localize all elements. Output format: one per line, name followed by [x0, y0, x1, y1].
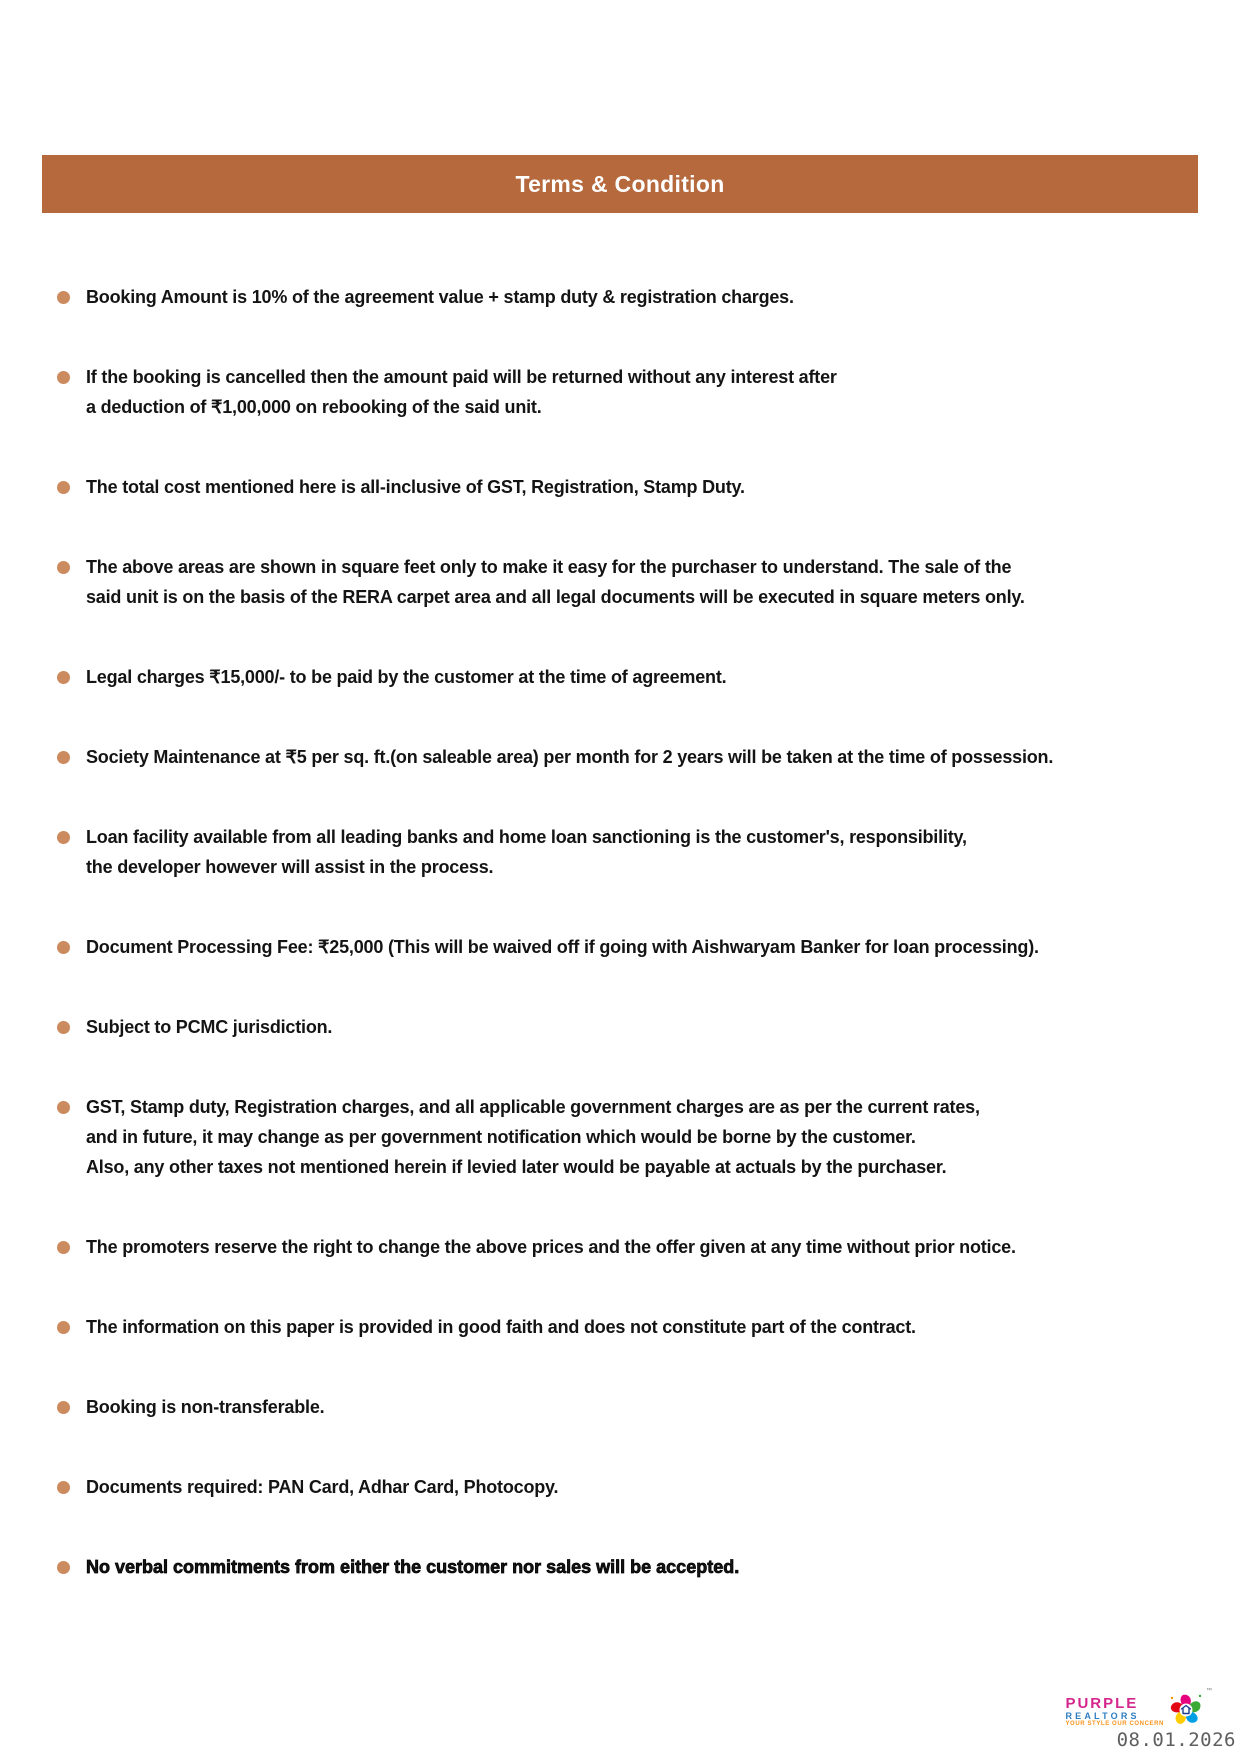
- term-item: [57, 662, 1197, 692]
- term-text: [86, 282, 794, 312]
- bullet-dot-icon: [57, 561, 70, 574]
- term-text-line: Document Processing Fee: ₹25,000 (This will be waived off if going with Aishwaryam Banker for loan processing).: [86, 937, 1039, 957]
- bullet-dot-icon: [57, 1321, 70, 1334]
- term-item: [57, 1312, 1197, 1342]
- page-title: Terms & Condition: [515, 170, 725, 197]
- term-text: [86, 1552, 739, 1582]
- term-item: [57, 282, 1197, 312]
- term-text: [86, 932, 1039, 962]
- trademark-symbol: ™: [1206, 1688, 1212, 1694]
- bullet-dot-icon: [57, 481, 70, 494]
- term-text: [86, 1232, 1016, 1262]
- term-text: [86, 822, 967, 882]
- term-item: [57, 472, 1197, 502]
- term-text-line: Also, any other taxes not mentioned herein if levied later would be payable at actuals by the purchaser.: [86, 1157, 947, 1177]
- bullet-dot-icon: [57, 1481, 70, 1494]
- term-text-line: Booking is non-transferable.: [86, 1397, 325, 1417]
- bullet-dot-icon: [57, 831, 70, 844]
- term-text-line: Documents required: PAN Card, Adhar Card, Photocopy.: [86, 1477, 559, 1497]
- term-text: [86, 472, 745, 502]
- bullet-dot-icon: [57, 1241, 70, 1254]
- term-text: [86, 1012, 332, 1042]
- term-text-line: If the booking is cancelled then the amount paid will be returned without any interest after: [86, 367, 837, 387]
- term-text: [86, 1312, 916, 1342]
- bullet-dot-icon: [57, 941, 70, 954]
- term-item: [57, 1012, 1197, 1042]
- term-text-line: Subject to PCMC jurisdiction.: [86, 1017, 333, 1037]
- term-item: [57, 362, 1197, 422]
- terms-list: [57, 282, 1197, 1632]
- bullet-dot-icon: [57, 1401, 70, 1414]
- pinwheel-star-house-icon: [1166, 1688, 1212, 1730]
- term-text-line: The above areas are shown in square feet only to make it easy for the purchaser to understand. The sale of the: [86, 557, 1012, 577]
- term-item: [57, 742, 1197, 772]
- logo-subname: REALTORS: [1065, 1711, 1140, 1721]
- company-logo: [1065, 1688, 1212, 1730]
- term-text-line: Society Maintenance at ₹5 per sq. ft.(on saleable area) per month for 2 years will be taken at the time of possession.: [86, 747, 1054, 767]
- bullet-dot-icon: [57, 1561, 70, 1574]
- term-item: [57, 932, 1197, 962]
- term-text-line: Legal charges ₹15,000/- to be paid by the customer at the time of agreement.: [86, 667, 727, 687]
- term-item: [57, 1092, 1197, 1182]
- term-text-line: Loan facility available from all leading banks and home loan sanctioning is the customer's, responsibility,: [86, 827, 967, 847]
- bullet-dot-icon: [57, 1101, 70, 1114]
- term-text-line: said unit is on the basis of the RERA carpet area and all legal documents will be executed in square meters only.: [86, 587, 1025, 607]
- term-item: [57, 1232, 1197, 1262]
- section-header-banner: [42, 155, 1198, 213]
- term-text-line: GST, Stamp duty, Registration charges, and all applicable government charges are as per the current rates,: [86, 1097, 980, 1117]
- term-text: [86, 362, 837, 422]
- term-text: [86, 552, 1025, 612]
- term-item: [57, 822, 1197, 882]
- bullet-dot-icon: [57, 1021, 70, 1034]
- bullet-dot-icon: [57, 371, 70, 384]
- logo-tagline: YOUR STYLE OUR CONCERN: [1065, 1721, 1164, 1727]
- date-stamp: 08.01.2026: [1116, 1729, 1236, 1751]
- term-text-line: a deduction of ₹1,00,000 on rebooking of the said unit.: [86, 397, 542, 417]
- term-text: [86, 1392, 324, 1422]
- term-text-line: The information on this paper is provided in good faith and does not constitute part of the contract.: [86, 1317, 916, 1337]
- term-text: [86, 1472, 558, 1502]
- term-item: [57, 552, 1197, 612]
- term-text-line: Booking Amount is 10% of the agreement value + stamp duty & registration charges.: [86, 287, 794, 307]
- logo-name: PURPLE: [1065, 1695, 1139, 1712]
- term-item: [57, 1552, 1197, 1582]
- term-text-line: The promoters reserve the right to change the above prices and the offer given at any time without prior notice.: [86, 1237, 1016, 1257]
- term-text-line: and in future, it may change as per government notification which would be borne by the customer.: [86, 1127, 916, 1147]
- term-item: [57, 1392, 1197, 1422]
- bullet-dot-icon: [57, 671, 70, 684]
- term-text: [86, 1092, 980, 1182]
- term-text-line: The total cost mentioned here is all-inclusive of GST, Registration, Stamp Duty.: [86, 477, 745, 497]
- term-text: [86, 662, 726, 692]
- term-text: [86, 742, 1053, 772]
- bullet-dot-icon: [57, 751, 70, 764]
- term-item: [57, 1472, 1197, 1502]
- term-text-line: the developer however will assist in the process.: [86, 857, 494, 877]
- term-text-line: No verbal commitments from either the customer nor sales will be accepted.: [86, 1557, 740, 1577]
- logo-text: [1065, 1690, 1164, 1728]
- bullet-dot-icon: [57, 291, 70, 304]
